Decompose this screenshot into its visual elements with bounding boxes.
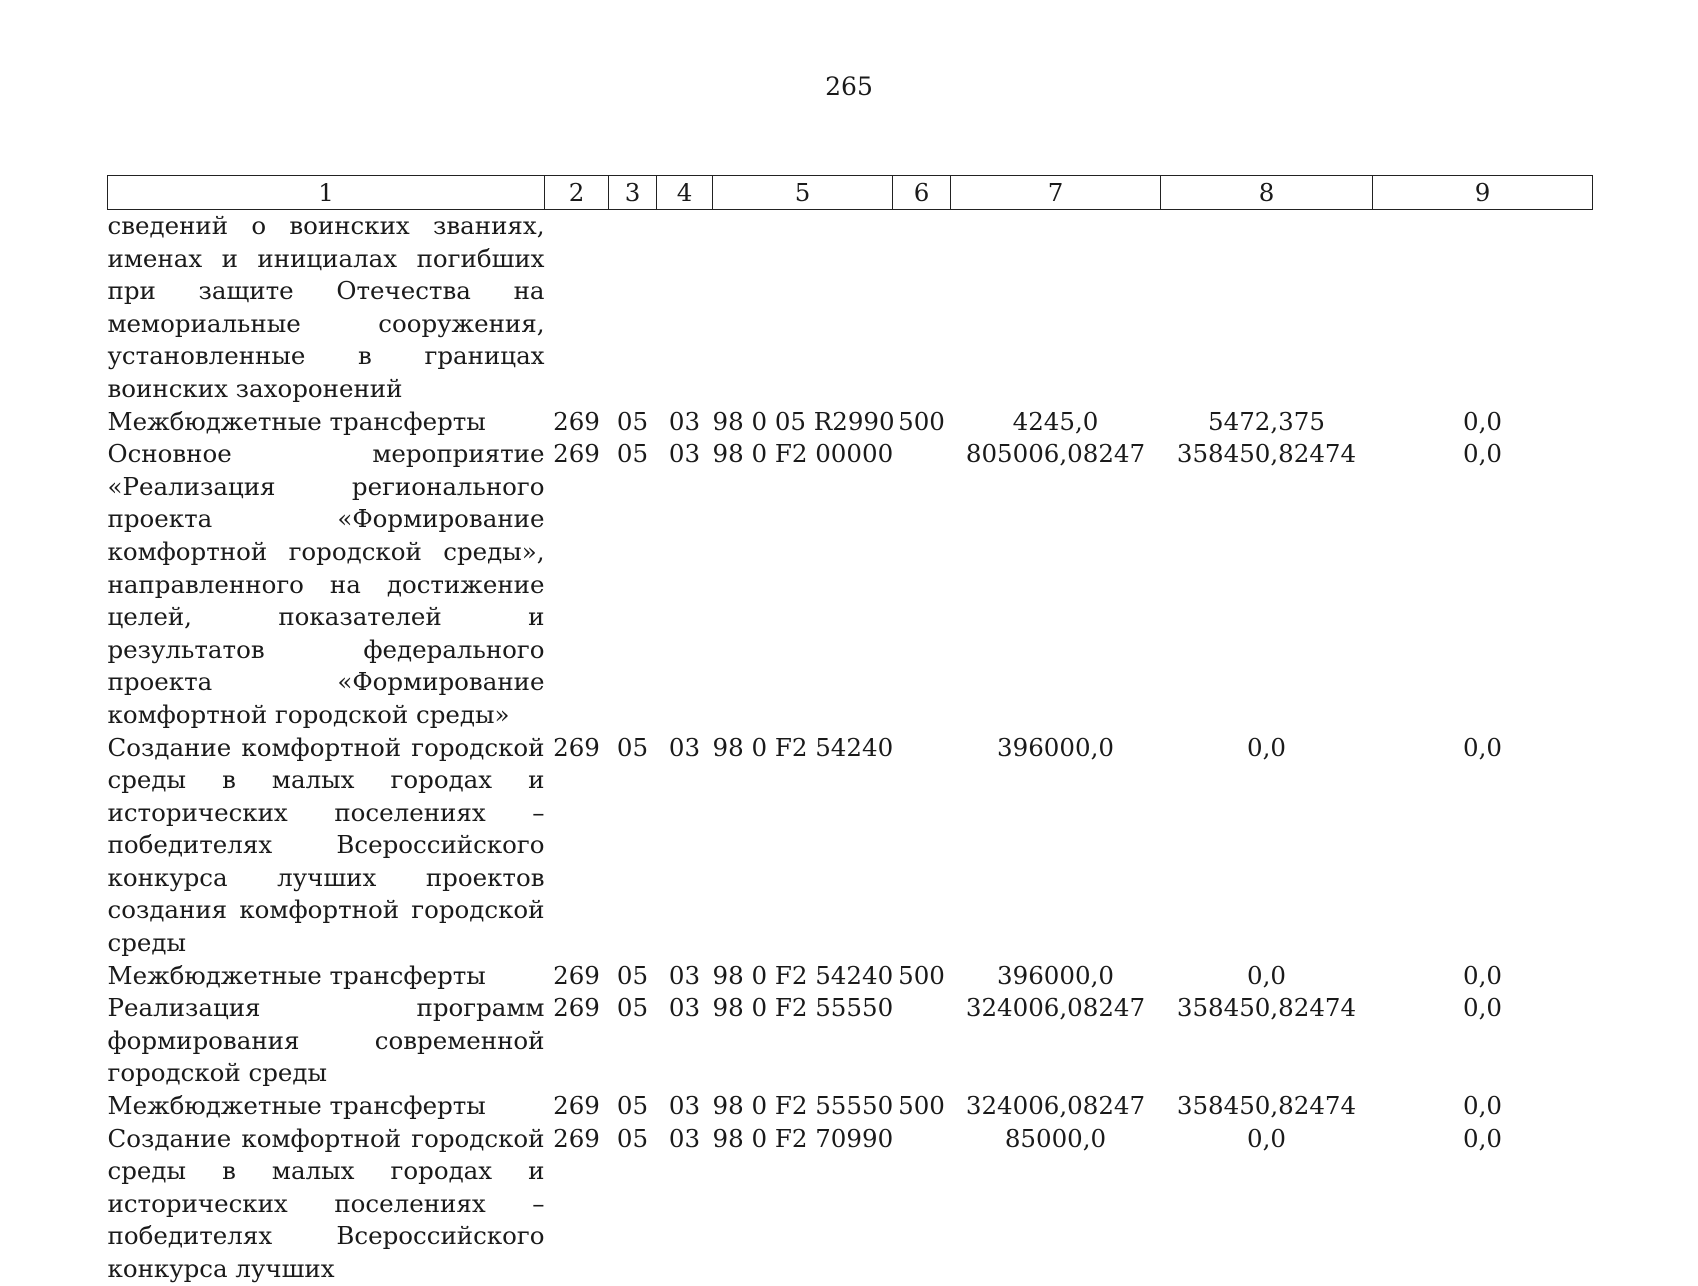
column-header-4: 4: [657, 176, 713, 210]
cell-col-2: 269: [553, 1123, 600, 1153]
cell-col-9: [1373, 210, 1593, 406]
cell-col-9: 0,0: [1463, 960, 1502, 990]
cell-col-8: 0,0: [1247, 960, 1286, 990]
cell-col-6: [893, 1123, 951, 1286]
cell-col-3: 05: [616, 960, 649, 990]
cell-col-3: 05: [616, 993, 649, 1023]
cell-col-4: 03: [668, 439, 701, 469]
cell-col-3: [609, 210, 657, 406]
cell-col-6: [893, 992, 951, 1090]
table-row: [108, 406, 1593, 439]
cell-col-5: 98 0 F2 54240: [712, 960, 894, 990]
cell-col-9: 0,0: [1463, 993, 1502, 1023]
page-number: 265: [825, 72, 873, 101]
cell-col-4: 03: [668, 960, 701, 990]
table-row: [108, 438, 1593, 731]
cell-col-7: 396000,0: [997, 732, 1114, 762]
table-row: [108, 210, 1593, 406]
cell-col-4: 03: [668, 993, 701, 1023]
table-header: [108, 176, 1593, 210]
cell-col-8: 0,0: [1247, 1123, 1286, 1153]
cell-col-7: 324006,08247: [965, 1091, 1146, 1121]
cell-col-8: 0,0: [1247, 732, 1286, 762]
cell-col-5: 98 0 F2 55550: [712, 993, 894, 1023]
table-row: [108, 732, 1593, 960]
table-row: [108, 992, 1593, 1090]
cell-col-8: 5472,375: [1208, 406, 1325, 436]
cell-col-3: 05: [616, 406, 649, 436]
cell-col-6: 500: [898, 960, 945, 990]
cell-col-5: 98 0 F2 70990: [712, 1123, 894, 1153]
cell-col-3: 05: [616, 1123, 649, 1153]
cell-col-5: 98 0 F2 55550: [712, 1091, 894, 1121]
cell-col-2: 269: [553, 732, 600, 762]
cell-col-2: 269: [553, 406, 600, 436]
cell-col-3: 05: [616, 439, 649, 469]
cell-col-6: [893, 210, 951, 406]
row-name: Межбюджетные трансферты: [107, 1091, 486, 1121]
cell-col-8: 358450,82474: [1176, 1091, 1357, 1121]
column-header-8: 8: [1161, 176, 1373, 210]
cell-col-7: 324006,08247: [965, 993, 1146, 1023]
row-name: сведений о воинских званиях, именах и инициалах погибших при защите Отечества на мемориальные сооружения, установленные в границах воинских захоронений: [107, 211, 545, 403]
cell-col-4: [657, 210, 713, 406]
cell-col-4: 03: [668, 406, 701, 436]
cell-col-2: 269: [553, 993, 600, 1023]
cell-col-8: 358450,82474: [1176, 993, 1357, 1023]
table-row: [108, 1123, 1593, 1286]
cell-col-7: 396000,0: [997, 960, 1114, 990]
cell-col-4: 03: [668, 1123, 701, 1153]
cell-col-4: 03: [668, 1091, 701, 1121]
row-name: Реализация программ формирования современной городской среды: [107, 993, 545, 1088]
cell-col-2: [545, 210, 609, 406]
cell-col-7: 85000,0: [1004, 1123, 1107, 1153]
cell-col-3: 05: [616, 732, 649, 762]
cell-col-5: 98 0 F2 00000: [712, 439, 894, 469]
cell-col-9: 0,0: [1463, 406, 1502, 436]
header-row: [108, 176, 1593, 210]
cell-col-7: [951, 210, 1161, 406]
cell-col-7: 4245,0: [1012, 406, 1099, 436]
row-name: Основное мероприятие «Реализация регионального проекта «Формирование комфортной городской среды», направленного на достижение целей, показателей и результатов федерального проекта «Формирование комфортной городской среды»: [107, 439, 545, 729]
cell-col-5: 98 0 F2 54240: [712, 732, 894, 762]
row-name: Межбюджетные трансферты: [107, 406, 486, 436]
cell-col-5: [713, 210, 893, 406]
cell-col-6: [893, 732, 951, 960]
row-name: Создание комфортной городской среды в малых городах и исторических поселениях – победителях Всероссийского конкурса лучших проектов создания комфортной городской среды: [107, 732, 545, 958]
cell-col-4: 03: [668, 732, 701, 762]
cell-col-9: 0,0: [1463, 1091, 1502, 1121]
cell-col-9: 0,0: [1463, 439, 1502, 469]
cell-col-3: 05: [616, 1091, 649, 1121]
cell-col-2: 269: [553, 1091, 600, 1121]
column-header-3: 3: [609, 176, 657, 210]
cell-col-6: 500: [898, 406, 945, 436]
table-row: [108, 960, 1593, 993]
column-header-6: 6: [893, 176, 951, 210]
column-header-5: 5: [713, 176, 893, 210]
cell-col-6: 500: [898, 1091, 945, 1121]
cell-col-9: 0,0: [1463, 1123, 1502, 1153]
column-header-7: 7: [951, 176, 1161, 210]
row-name: Создание комфортной городской среды в малых городах и исторических поселениях – победителях Всероссийского конкурса лучших: [107, 1123, 545, 1283]
column-header-1: 1: [108, 176, 545, 210]
cell-col-9: 0,0: [1463, 732, 1502, 762]
table-row: [108, 1090, 1593, 1123]
budget-table: [107, 175, 1593, 1286]
row-name: Межбюджетные трансферты: [107, 960, 486, 990]
table-body: [108, 210, 1593, 1286]
cell-col-7: 805006,08247: [965, 439, 1146, 469]
cell-col-8: 358450,82474: [1176, 439, 1357, 469]
cell-col-2: 269: [553, 439, 600, 469]
cell-col-8: [1161, 210, 1373, 406]
cell-col-6: [893, 438, 951, 731]
cell-col-5: 98 0 05 R2990: [712, 406, 895, 436]
column-header-2: 2: [545, 176, 609, 210]
column-header-9: 9: [1373, 176, 1593, 210]
cell-col-2: 269: [553, 960, 600, 990]
